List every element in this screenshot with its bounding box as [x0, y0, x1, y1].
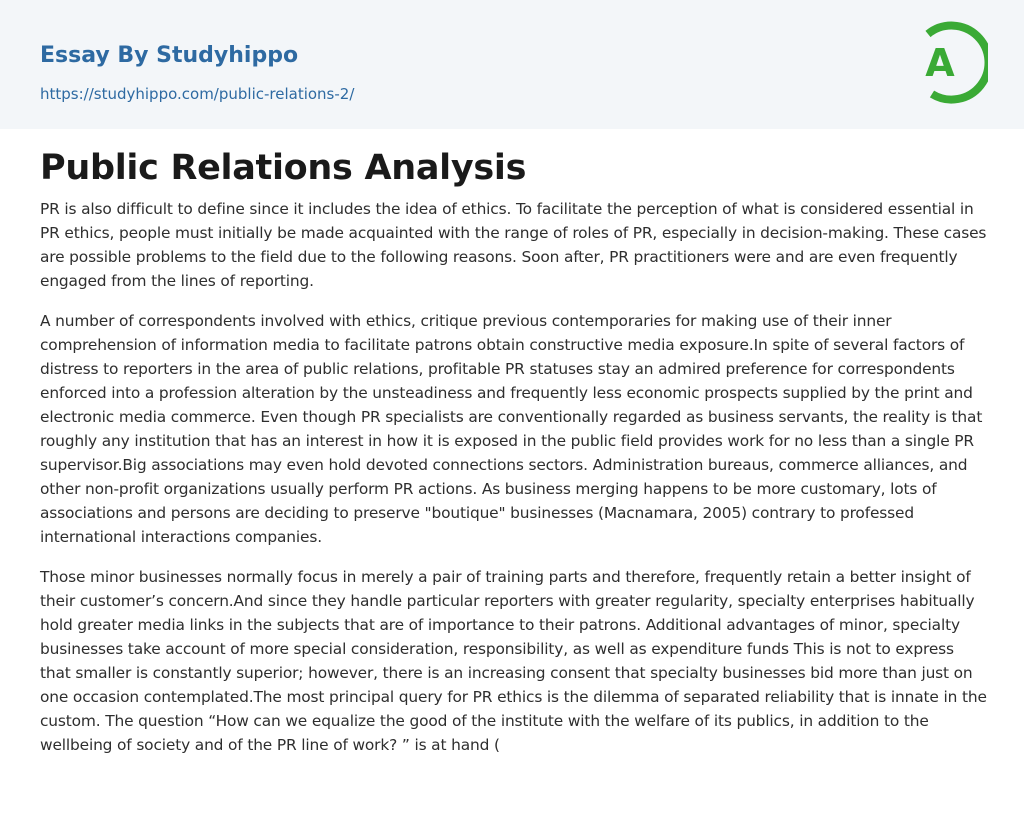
page-title: Public Relations Analysis — [40, 148, 527, 188]
essay-paragraph-1: PR is also difficult to define since it includes the idea of ethics. To facilitate the perception of what is considered essential in PR ethics, people must initially be made acquainted with the range of roles of PR, especially in decision-making. These cases are possible problems to the field due to the following reasons. Soon after, PR practitioners were and are even frequently engaged from the lines of reporting. — [40, 200, 987, 290]
essay-content — [40, 144, 988, 773]
brand-title: Essay By Studyhippo — [40, 43, 299, 68]
source-url-link[interactable]: https://studyhippo.com/public-relations-2/ — [40, 85, 355, 103]
essay-paragraph-2: A number of correspondents involved with ethics, critique previous contemporaries for making use of their inner comprehension of information media to facilitate patrons obtain constructive media exposure.In spite of several factors of distress to reporters in the area of public relations, profitable PR statuses stay an admired preference for correspondents enforced into a profession alteration by the unsteadiness and frequently less economic prospects supplied by the print and electronic media commerce. Even though PR specialists are conventionally regarded as business servants, the reality is that roughly any institution that has an interest in how it is exposed in the public field provides work for no less than a single PR supervisor.Big associations may even hold devoted connections sectors. Administration bureaus, commerce alliances, and other non-profit organizations usually perform PR actions. As business merging happens to be more customary, lots of associations and persons are deciding to preserve "boutique" businesses (Macnamara, 2005) contrary to professed international interactions companies. — [40, 312, 983, 546]
essay-paragraph-3: Those minor businesses normally focus in merely a pair of training parts and therefore, frequently retain a better insight of their customer’s concern.And since they handle particular reporters with greater regularity, specialty enterprises habitually hold greater media links in the subjects that are of importance to their patrons. Additional advantages of minor, specialty businesses take account of more special consideration, responsibility, as well as expenditure funds This is not to express that smaller is constantly superior; however, there is an increasing consent that specialty businesses bid more than just on one occasion contemplated.The most principal query for PR ethics is the dilemma of separated reliability that is innate in the custom. The question “How can we equalize the good of the institute with the welfare of its publics, in addition to the wellbeing of society and of the PR line of work? ” is at hand ( — [40, 568, 987, 754]
studyhippo-logo-icon[interactable] — [912, 18, 988, 106]
site-header — [0, 0, 1024, 129]
logo-letter: A — [925, 41, 955, 85]
logo-ring-icon — [912, 18, 988, 106]
